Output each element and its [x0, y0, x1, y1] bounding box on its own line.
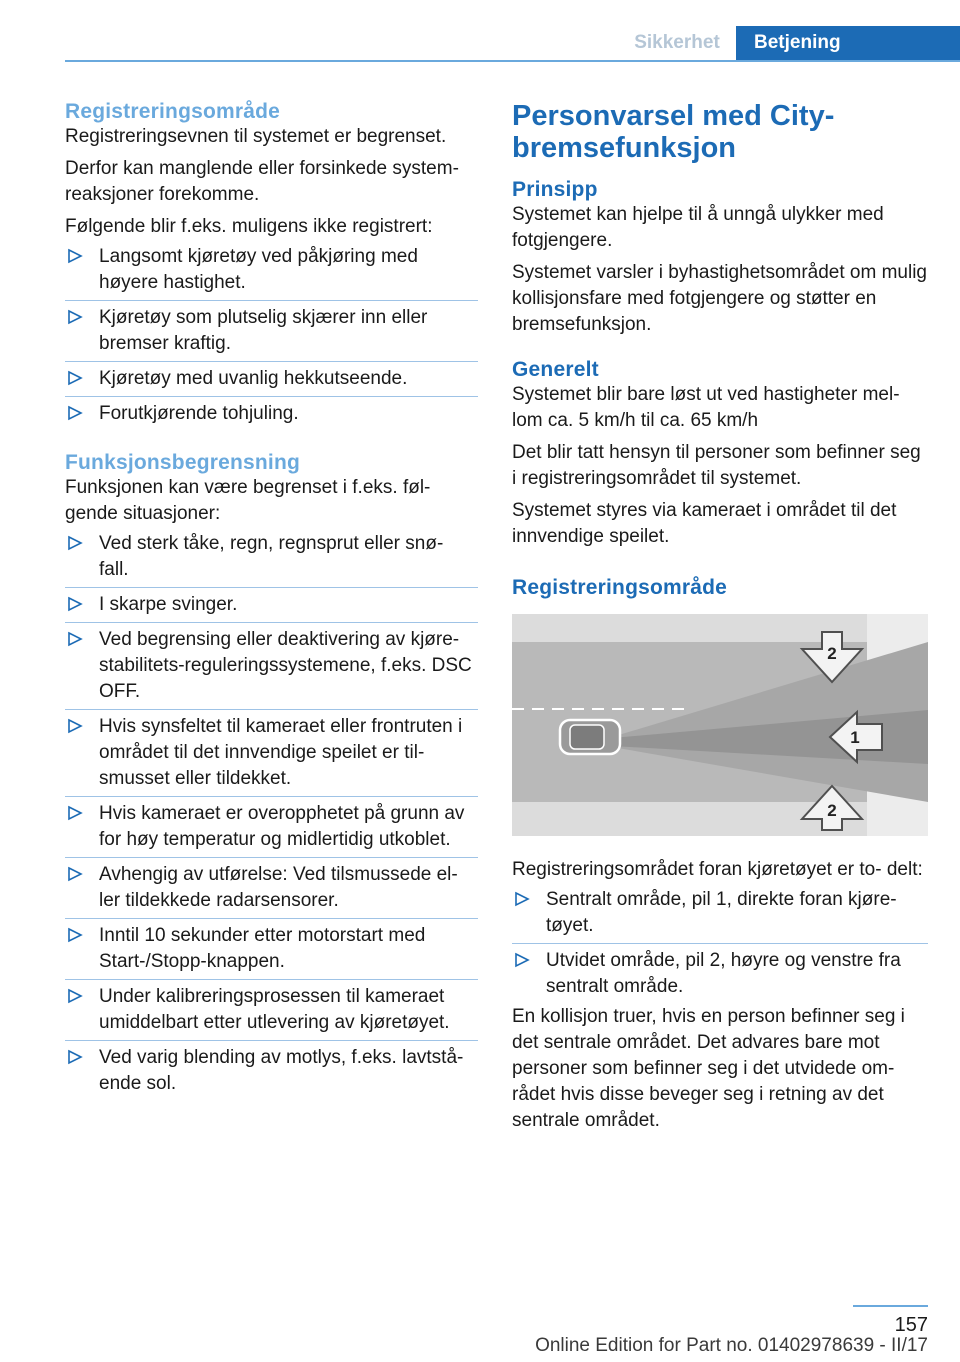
triangle-bullet-icon [514, 891, 530, 907]
tab-betjening[interactable]: Betjening [736, 26, 960, 62]
triangle-bullet-icon [67, 1049, 83, 1065]
edition-note: Online Edition for Part no. 01402978639 - II/17 [535, 1335, 928, 1356]
bullet-list-areas [512, 883, 928, 1004]
triangle-bullet-icon [67, 535, 83, 551]
header-bar [65, 26, 960, 62]
paragraph: Funksjonen kan være begrenset i f.eks. føl‐ gende situasjoner: [65, 477, 431, 524]
list-item: Utvidet område, pil 2, høyre og venstre fra sentralt område. [512, 944, 928, 1004]
paragraph: Følgende blir f.eks. muligens ikke registrert: [65, 216, 433, 237]
list-item: I skarpe svinger. [65, 588, 478, 623]
triangle-bullet-icon [67, 248, 83, 264]
paragraph: Registreringsområdet foran kjøretøyet er to‐ delt: [512, 859, 923, 880]
triangle-bullet-icon [67, 631, 83, 647]
detection-area-illustration [512, 614, 928, 836]
triangle-bullet-icon [67, 370, 83, 386]
heading-generelt: Generelt [512, 358, 599, 381]
car-icon [560, 720, 620, 754]
bullet-list-limitations [65, 240, 478, 431]
heading-funksjonsbegrensning: Funksjonsbegrensning [65, 451, 301, 474]
paragraph: Systemet styres via kameraet i området til det innvendige speilet. [512, 500, 897, 547]
footer-rule [853, 1305, 928, 1307]
header-rule [65, 60, 960, 62]
paragraph: Systemet kan hjelpe til å unngå ulykker med fotgjengere. [512, 204, 884, 251]
heading-registreringsomrade: Registreringsområde [65, 100, 281, 123]
triangle-bullet-icon [67, 309, 83, 325]
list-item: Ved begrensing eller deaktivering av kjøre‐ stabilitets-reguleringssystemene, f.eks. DSC OFF. [65, 623, 478, 710]
paragraph: Registreringsevnen til systemet er begrenset. [65, 126, 447, 147]
svg-text:1: 1 [850, 728, 860, 747]
left-column [65, 100, 478, 1101]
list-item: Hvis synsfeltet til kameraet eller frontruten i området til det innvendige speilet er til‐ smusset eller tildekket. [65, 710, 478, 797]
heading-registreringsomrade: Registreringsområde [512, 576, 728, 599]
triangle-bullet-icon [67, 927, 83, 943]
list-item: Inntil 10 sekunder etter motorstart med Start-/Stopp-knappen. [65, 919, 478, 980]
list-item: Kjøretøy som plutselig skjærer inn eller bremser kraftig. [65, 301, 478, 362]
paragraph: Systemet blir bare løst ut ved hastigheter mel‐ lom ca. 5 km/h til ca. 65 km/h [512, 384, 900, 431]
list-item: Kjøretøy med uvanlig hekkutseende. [65, 362, 478, 397]
list-item: Avhengig av utførelse: Ved tilsmussede el‐ ler tildekkede radarsensorer. [65, 858, 478, 919]
triangle-bullet-icon [67, 866, 83, 882]
triangle-bullet-icon [67, 805, 83, 821]
triangle-bullet-icon [67, 405, 83, 421]
svg-text:2: 2 [827, 801, 837, 820]
list-item: Hvis kameraet er overopphetet på grunn av for høy temperatur og midlertidig utkoblet. [65, 797, 478, 858]
list-item: Langsomt kjøretøy ved påkjøring med høyere hastighet. [65, 240, 478, 301]
triangle-bullet-icon [514, 952, 530, 968]
paragraph: Systemet varsler i byhastighetsområdet om mulig kollisjonsfare med fotgjengere og støtter en bremsefunksjon. [512, 262, 927, 335]
bullet-list-situations [65, 527, 478, 1101]
paragraph: En kollisjon truer, hvis en person befinner seg i det sentrale området. Det advares bare mot personer som befinner seg i det utvidede om‐ rådet hvis disse beveger seg i retning av det sentrale området. [512, 1006, 905, 1131]
list-item: Ved sterk tåke, regn, regnsprut eller snø‐ fall. [65, 527, 478, 588]
right-column [512, 100, 928, 1134]
tab-sikkerhet[interactable]: Sikkerhet [634, 32, 720, 53]
page-number: 157 [894, 1314, 928, 1336]
heading-prinsipp: Prinsipp [512, 178, 598, 201]
triangle-bullet-icon [67, 596, 83, 612]
list-item: Sentralt område, pil 1, direkte foran kjøre‐ tøyet. [512, 883, 928, 944]
list-item: Forutkjørende tohjuling. [65, 397, 478, 431]
list-item: Ved varig blending av motlys, f.eks. lavtstå‐ ende sol. [65, 1041, 478, 1101]
triangle-bullet-icon [67, 988, 83, 1004]
section-title: Personvarsel med City‐ bremsefunksjon [512, 100, 835, 164]
paragraph: Derfor kan manglende eller forsinkede system‐ reaksjoner forekomme. [65, 158, 459, 205]
svg-text:2: 2 [827, 644, 837, 663]
list-item: Under kalibreringsprosessen til kameraet umiddelbart etter utlevering av kjøretøyet. [65, 980, 478, 1041]
paragraph: Det blir tatt hensyn til personer som befinner seg i registreringsområdet til systemet. [512, 442, 921, 489]
triangle-bullet-icon [67, 718, 83, 734]
